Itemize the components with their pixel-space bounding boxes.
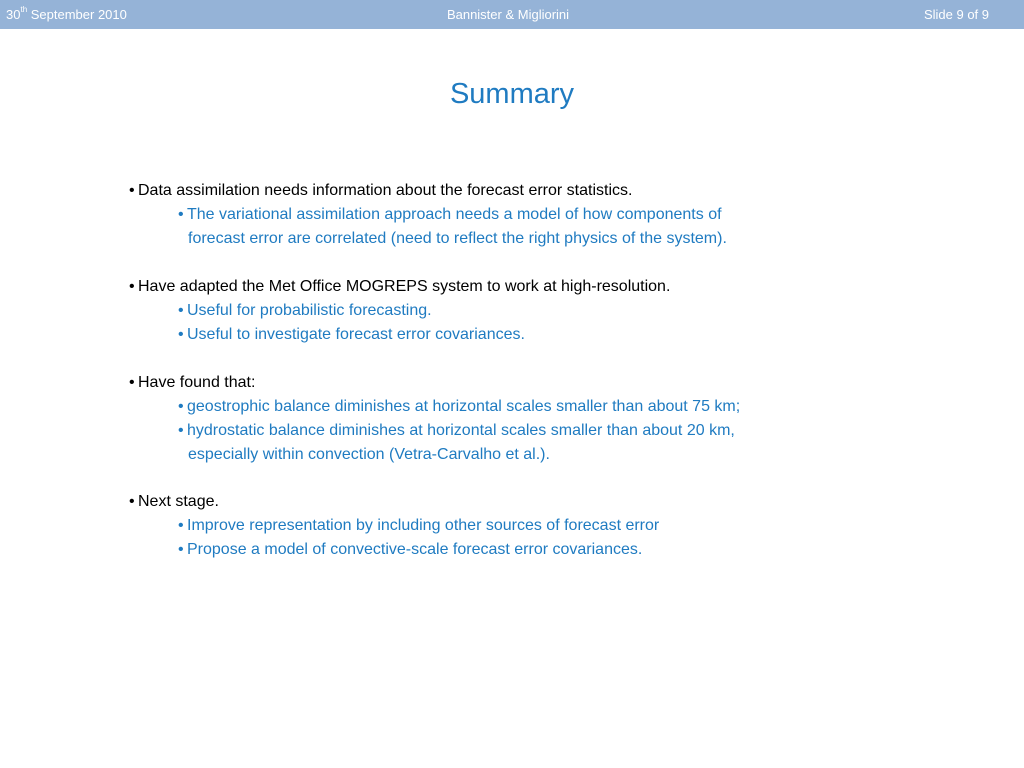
sub-bullet-text: Useful for probabilistic forecasting. [187, 302, 432, 319]
sub-bullet-item [178, 540, 642, 560]
bullet-text: Data assimilation needs information about the forecast error statistics. [138, 182, 633, 199]
bullet-item [129, 373, 255, 393]
bullet-marker: • [129, 374, 135, 391]
bullet-marker: • [129, 493, 135, 510]
sub-bullet-item [178, 397, 740, 417]
bullet-marker: • [178, 206, 184, 223]
bullet-marker: • [178, 541, 184, 558]
bullet-item [129, 181, 632, 201]
bullet-marker: • [178, 326, 184, 343]
sub-bullet-item [178, 301, 432, 321]
sub-bullet-item [178, 516, 659, 536]
sub-bullet-continuation: forecast error are correlated (need to reflect the right physics of the system). [188, 230, 727, 247]
slide-title: Summary [449, 78, 575, 110]
sub-bullet-text: Improve representation by including other sources of forecast error [187, 517, 660, 534]
bullet-marker: • [129, 182, 135, 199]
bullet-marker: • [178, 302, 184, 319]
header-date-rest: September 2010 [27, 7, 127, 22]
sub-bullet-item [178, 421, 735, 441]
bullet-item [129, 492, 219, 512]
bullet-item [129, 277, 670, 297]
sub-bullet-item [178, 325, 525, 345]
bullet-marker: • [178, 398, 184, 415]
sub-bullet-text: Useful to investigate forecast error covariances. [187, 326, 525, 343]
bullet-marker: • [129, 278, 135, 295]
bullet-text: Next stage. [138, 493, 219, 510]
sub-bullet-continuation: especially within convection (Vetra-Carvalho et al.). [188, 446, 550, 463]
bullet-marker: • [178, 517, 184, 534]
header-slide-counter: Slide 9 of 9 [923, 7, 989, 22]
sub-bullet-text: Propose a model of convective-scale forecast error covariances. [187, 541, 643, 558]
sub-bullet-text: geostrophic balance diminishes at horizontal scales smaller than about 75 km; [187, 398, 741, 415]
header-authors: Bannister & Migliorini [446, 7, 570, 22]
sub-bullet-text: The variational assimilation approach needs a model of how components of [187, 206, 722, 223]
header-date-suffix: th [20, 5, 28, 14]
bullet-marker: • [178, 422, 184, 439]
bullet-text: Have found that: [138, 374, 256, 391]
bullet-text: Have adapted the Met Office MOGREPS system to work at high-resolution. [138, 278, 671, 295]
header-date-day: 30 [6, 7, 21, 22]
sub-bullet-text: hydrostatic balance diminishes at horizontal scales smaller than about 20 km, [187, 422, 735, 439]
sub-bullet-item [178, 205, 722, 225]
